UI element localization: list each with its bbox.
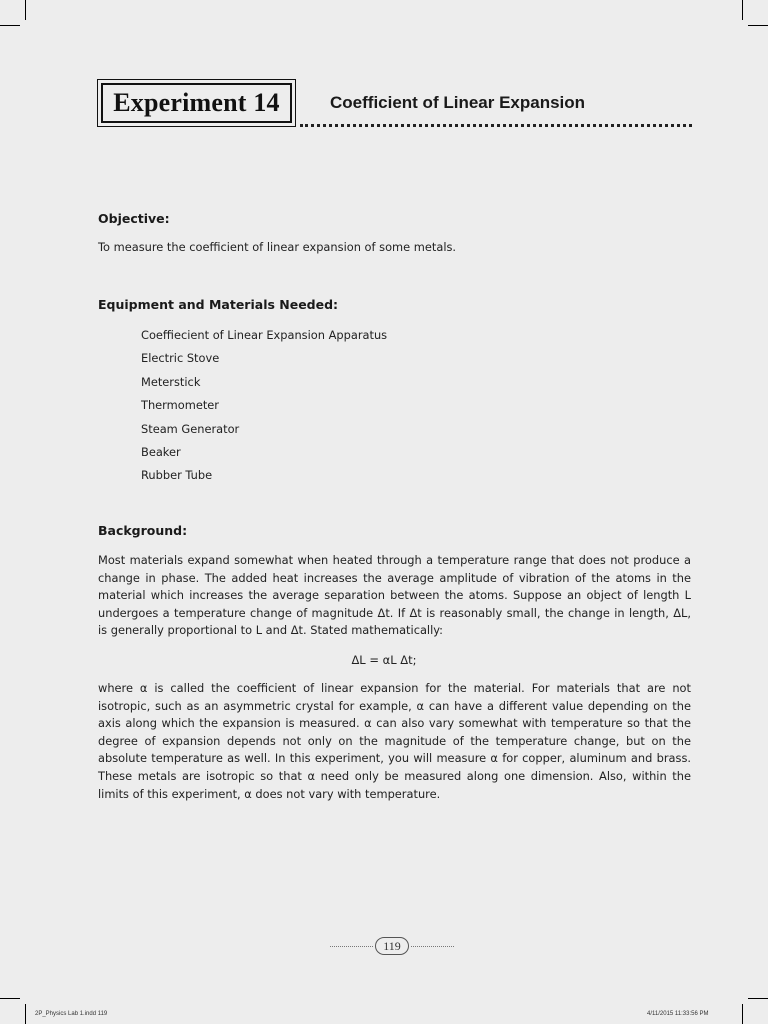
slug-file-name: 2P_Physics Lab 1.indd 119 [35,1011,108,1017]
list-item: Rubber Tube [141,468,213,483]
equipment-heading: Equipment and Materials Needed: [98,297,339,312]
header-dotted-rule [300,124,692,127]
background-paragraph-1: Most materials expand somewhat when heated through a temperature range that does not produce a change in phase. The added heat increases the average amplitude of vibration of the atoms in the material which increases the average separation between the atoms. Suppose an object of length L undergoes a temperature change of magnitude Δt. If Δt is reasonably small, the change in length, ΔL, is generally proportional to L and Δt. Stated mathematically: [98,553,691,638]
experiment-label-box [97,79,296,127]
experiment-label: Experiment 14 [113,88,280,117]
equation: ΔL = αL Δt; [351,653,417,667]
page-number-rule-left [330,946,373,947]
page-number: 119 [375,937,409,955]
crop-mark-top-right-v [742,0,743,20]
experiment-label-frame [101,83,292,123]
crop-mark-bottom-left-h [0,998,20,999]
page-title: Coefficient of Linear Expansion [330,93,586,112]
crop-mark-bottom-left-v [25,1004,26,1024]
list-item: Meterstick [141,374,201,389]
equipment-list [141,324,387,488]
list-item: Electric Stove [141,351,220,366]
list-item: Coeffiecient of Linear Expansion Apparatus [141,328,388,342]
page-number-rule-right [411,946,454,947]
crop-mark-top-right-h [748,25,768,26]
objective-text: To measure the coefficient of linear expansion of some metals. [98,240,457,254]
background-paragraph-2: where α is called the coefficient of linear expansion for the material. For materials that are not isotropic, such as an asymmetric crystal for example, α can have a different value depending on the axis along which the expansion is measured. α can also vary somewhat with temperature so that the degree of expansion depends not only on the magnitude of the temperature change, but on the absolute temperature as well. In this experiment, you will measure α for copper, aluminum and brass. These metals are isotropic so that α need only be measured along one dimension. Also, within the limits of this experiment, α does not vary with temperature. [98,681,691,801]
background-heading: Background: [98,523,188,538]
slug-timestamp: 4/11/2015 11:33:56 PM [647,1011,709,1017]
list-item: Thermometer [141,398,219,413]
crop-mark-top-left-h [0,25,20,26]
crop-mark-bottom-right-h [748,998,768,999]
list-item: Steam Generator [141,421,240,436]
crop-mark-top-left-v [25,0,26,20]
objective-heading: Objective: [98,211,170,226]
crop-mark-bottom-right-v [742,1004,743,1024]
list-item: Beaker [141,445,181,460]
